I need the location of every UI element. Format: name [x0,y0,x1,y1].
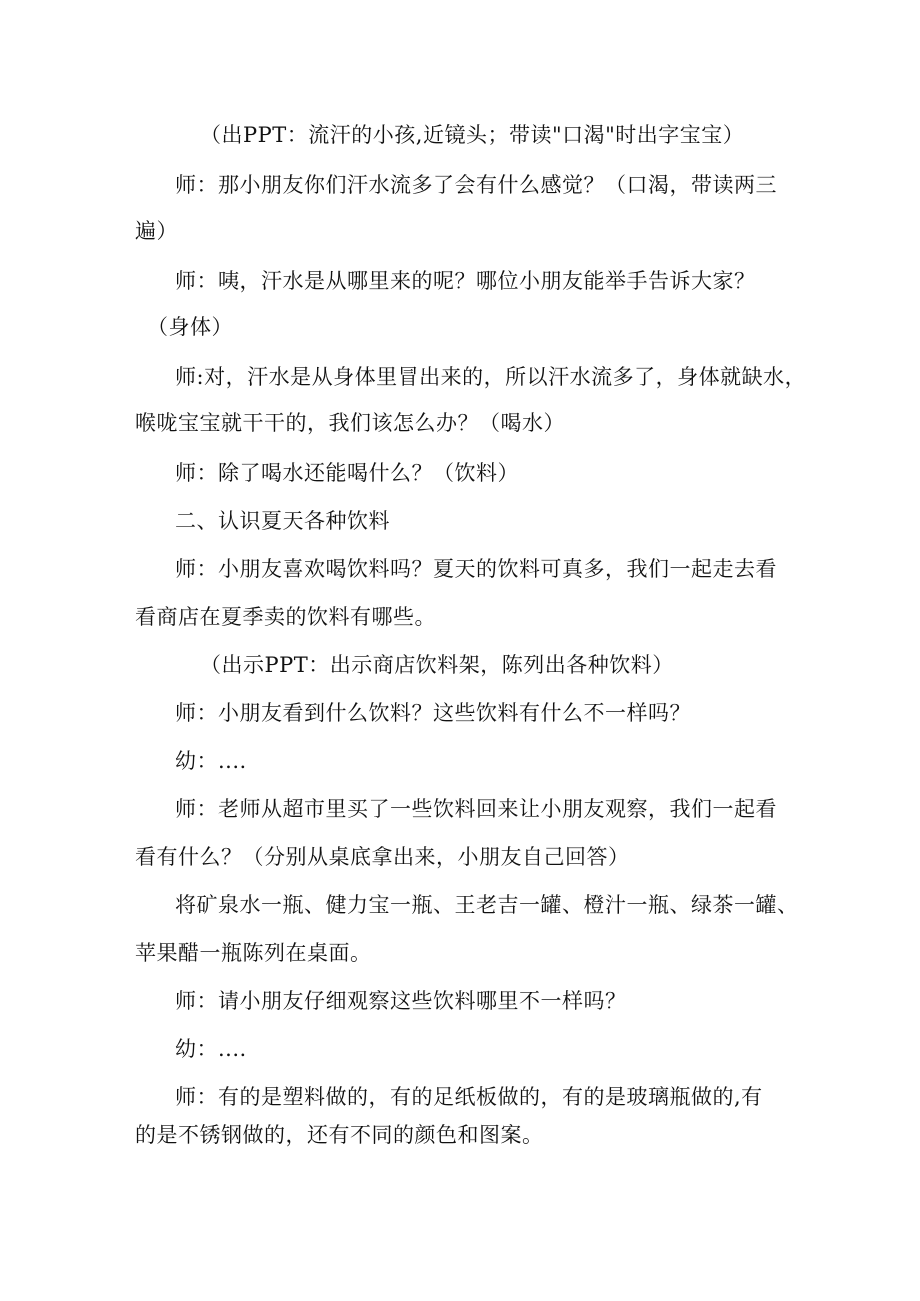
text-line: 看商店在夏季卖的饮料有哪些。 [135,605,436,629]
text-line: 师：有的是塑料做的，有的足纸板做的，有的是玻璃瓶做的,有 [175,1085,763,1109]
text-line: 师：请小朋友仔细观察这些饮料哪里不一样吗？ [175,989,627,1013]
text-line: 师：小朋友喜欢喝饮料吗？夏天的饮料可真多，我们一起走去看 [175,557,777,581]
text-line: 师：老师从超市里买了一些饮料回来让小朋友观察，我们一起看 [175,797,777,821]
text-line: 幼：.... [175,749,247,773]
text-line: 看有什么？（分别从桌底拿出来，小朋友自己回答） [135,845,630,869]
text-line: 的是不锈钢做的，还有不同的颜色和图案。 [135,1123,544,1147]
text-line: （身体） [147,315,233,339]
section-heading: 二、认识夏天各种饮料 [175,509,390,533]
text-line: （出PPT：流汗的小孩,近镜头；带读"口渴"时出字宝宝） [200,123,745,147]
text-line: 师：除了喝水还能喝什么？（饮料） [175,461,519,485]
text-line: 喉咙宝宝就干干的，我们该怎么办？（喝水） [135,411,565,435]
text-line: 师：那小朋友你们汗水流多了会有什么感觉？（口渴，带读两三 [175,173,777,197]
text-line: 幼：.... [175,1037,247,1061]
text-line: 将矿泉水一瓶、健力宝一瓶、王老吉一罐、橙汁一瓶、绿茶一罐、 [175,893,799,917]
text-line: 师：咦，汗水是从哪里来的呢？哪位小朋友能举手告诉大家？ [175,269,756,293]
text-line: （出示PPT：出示商店饮料架，陈列出各种饮料） [200,653,674,677]
text-line: 师：小朋友看到什么饮料？这些饮料有什么不一样吗？ [175,701,691,725]
text-line: 师:对，汗水是从身体里冒出来的，所以汗水流多了，身体就缺水， [175,365,807,389]
text-line: 遍） [135,219,178,243]
text-line: 苹果醋一瓶陈列在桌面。 [135,941,372,965]
